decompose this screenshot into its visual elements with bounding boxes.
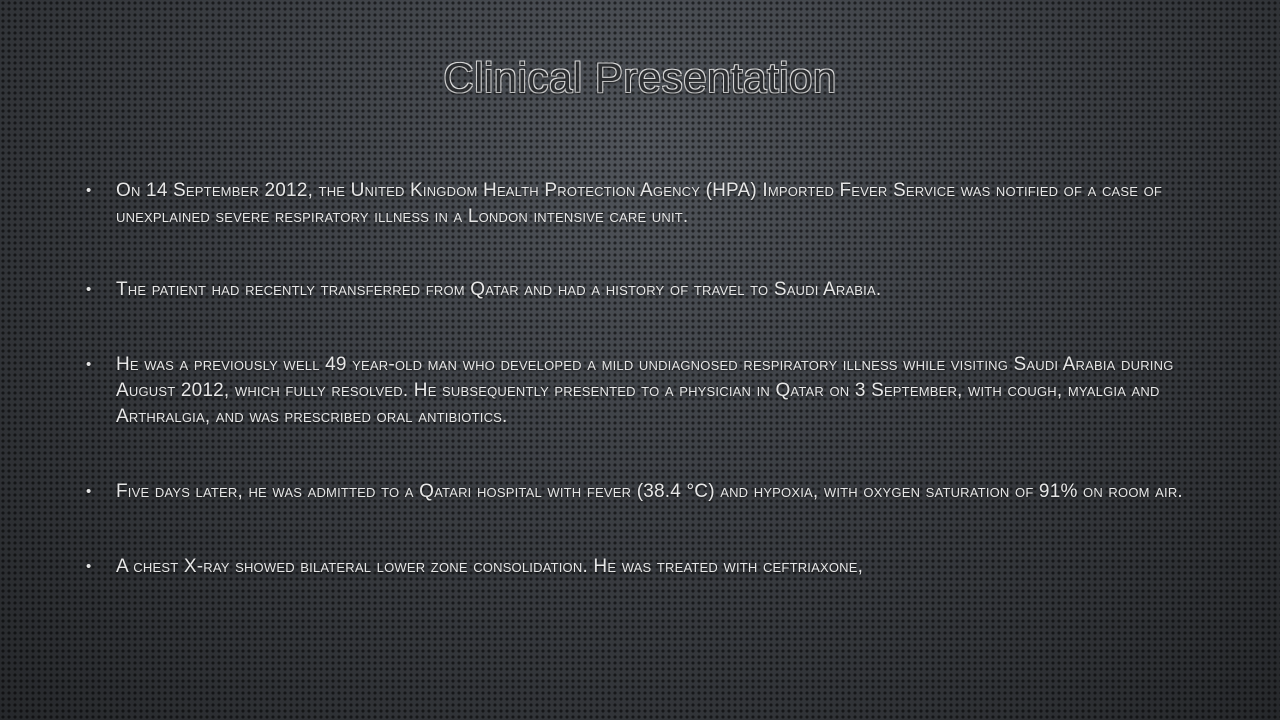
bullet-dot-icon: • [86, 483, 92, 500]
bullet-text: On 14 September 2012, the United Kingdom Health Protection Agency (HPA) Imported Fever Service was notified of a case of unexplained severe respiratory illness in a London intensive care unit. [116, 180, 1163, 227]
bullet-text: Five days later, he was admitted to a Qatari hospital with fever (38.4 °C) and hypoxia, with oxygen saturation of 91% on room air. [116, 481, 1183, 502]
bullet-list [86, 178, 1196, 629]
bullet-dot-icon: • [86, 182, 92, 199]
bullet-item [86, 479, 1196, 505]
bullet-dot-icon: • [86, 281, 92, 298]
slide-title: Clinical Presentation [443, 54, 837, 101]
bullet-dot-icon: • [86, 558, 92, 575]
bullet-text: He was a previously well 49 year-old man who developed a mild undiagnosed respiratory illness while visiting Saudi Arabia during August 2012, which fully resolved. He subsequently presented to a physician in Qatar on 3 September, with cough, myalgia and Arthralgia, and was prescribed oral antibiotics. [116, 354, 1174, 427]
bullet-text: A chest X-ray showed bilateral lower zone consolidation. He was treated with ceftriaxone, [116, 556, 864, 577]
bullet-item [86, 178, 1196, 230]
bullet-dot-icon: • [86, 356, 92, 373]
bullet-item [86, 352, 1196, 430]
bullet-item [86, 277, 1196, 303]
bullet-text: The patient had recently transferred from Qatar and had a history of travel to Saudi Arabia. [116, 279, 882, 300]
bullet-item [86, 554, 1196, 580]
